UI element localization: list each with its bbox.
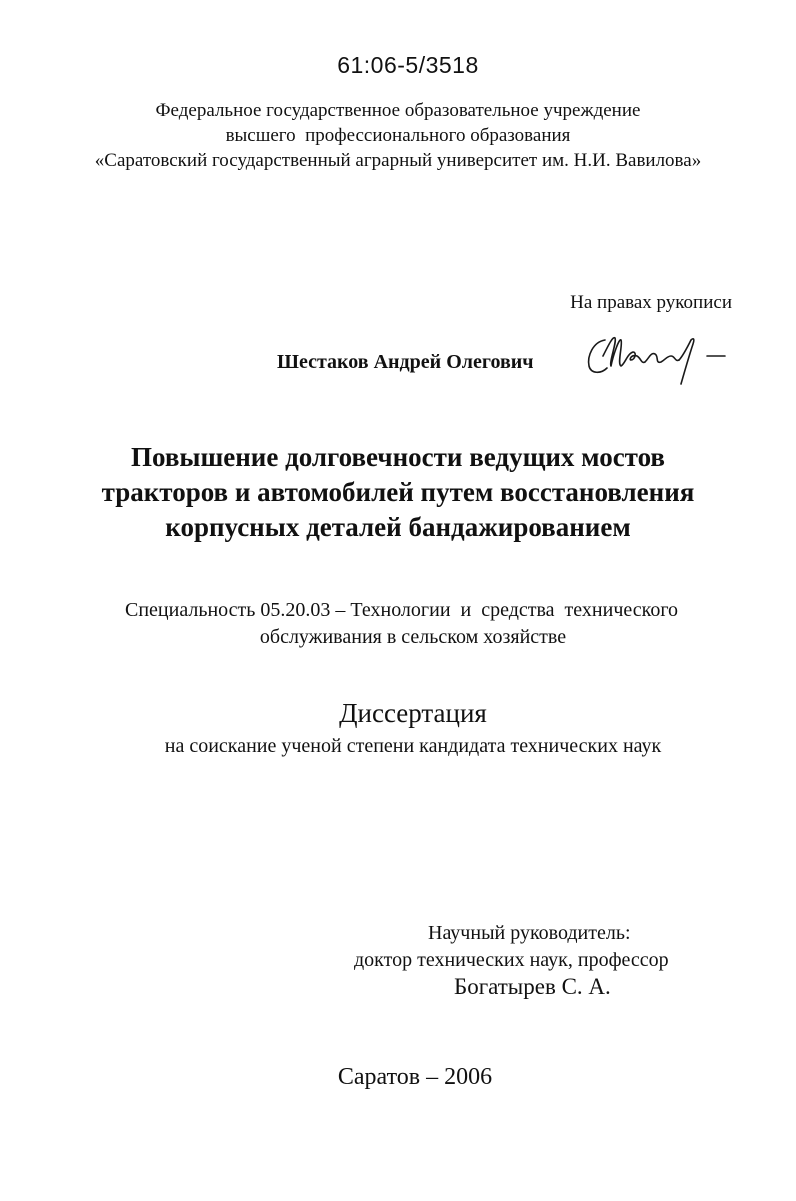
thesis-title-line-3: корпусных деталей бандажированием <box>165 512 631 542</box>
institution-line-1: Федеральное государственное образовательное учреждение <box>155 100 641 121</box>
author-name: Шестаков Андрей Олегович <box>277 351 534 373</box>
supervisor-degree: доктор технических наук, профессор <box>354 949 669 971</box>
document-type: Диссертация <box>339 698 487 728</box>
institution-line-2: высшего профессионального образования <box>225 125 571 146</box>
manuscript-rights-note: На правах рукописи <box>570 292 732 313</box>
institution-line-3: «Саратовский государственный аграрный университет им. Н.И. Вавилова» <box>94 150 702 171</box>
author-signature <box>583 326 733 386</box>
thesis-title-line-2: тракторов и автомобилей путем восстановления <box>101 477 695 507</box>
supervisor-label: Научный руководитель: <box>428 922 631 944</box>
thesis-title-line-1: Повышение долговечности ведущих мостов <box>130 442 665 472</box>
thesis-title <box>0 440 796 545</box>
catalog-number: 61:06-5/3518 <box>337 52 479 78</box>
institution-block <box>0 98 796 173</box>
specialty-line-2: обслуживания в сельском хозяйстве <box>259 626 567 648</box>
city-year: Саратов – 2006 <box>337 1064 493 1090</box>
supervisor-name: Богатырев С. А. <box>454 974 611 999</box>
degree-line: на соискание ученой степени кандидата технических наук <box>164 735 662 757</box>
specialty-line-1: Специальность 05.20.03 – Технологии и средства технического <box>125 599 679 621</box>
